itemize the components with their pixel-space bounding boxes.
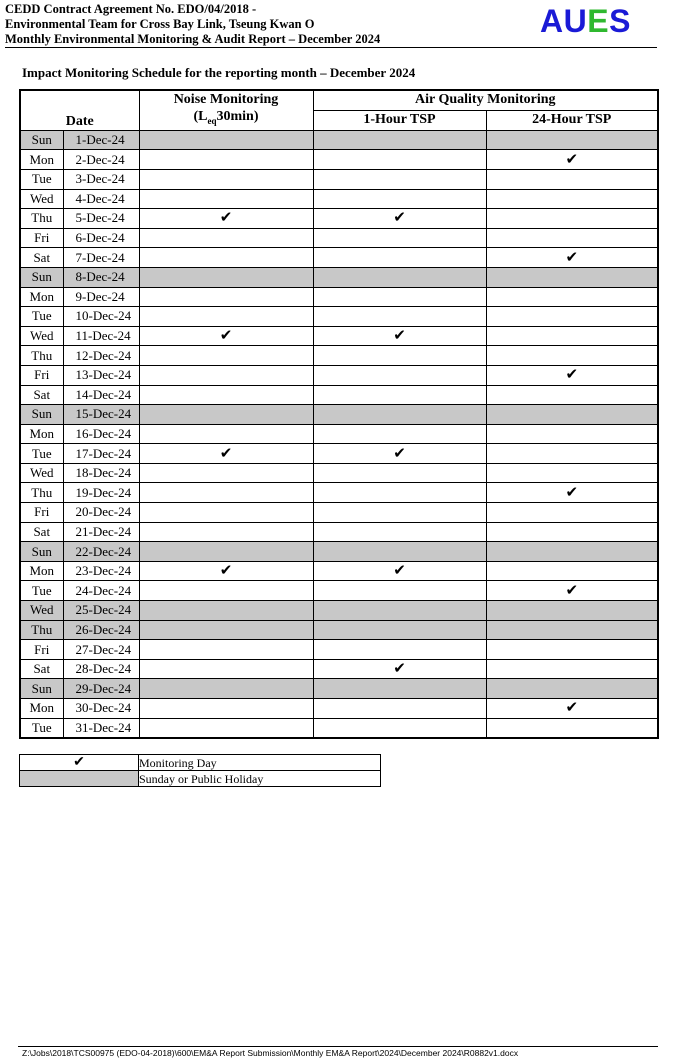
table-row [20, 150, 658, 170]
date-cell: 26-Dec-24 [63, 620, 139, 640]
header-1hour-tsp: 1-Hour TSP [313, 110, 486, 130]
monitoring-schedule-table [19, 89, 659, 739]
tsp1-cell [313, 385, 486, 405]
tsp1-cell [313, 228, 486, 248]
footer-divider [18, 1046, 658, 1047]
noise-cell [139, 601, 313, 621]
noise-cell: ✔ [139, 561, 313, 581]
date-cell: 24-Dec-24 [63, 581, 139, 601]
date-cell: 12-Dec-24 [63, 346, 139, 366]
tsp1-cell [313, 150, 486, 170]
header-date: Date [20, 90, 139, 130]
tsp24-cell [486, 542, 658, 562]
tsp1-cell [313, 581, 486, 601]
date-cell: 29-Dec-24 [63, 679, 139, 699]
table-row [20, 561, 658, 581]
tsp1-cell [313, 267, 486, 287]
tsp24-cell [486, 326, 658, 346]
tsp24-cell [486, 228, 658, 248]
header-air-quality: Air Quality Monitoring [313, 90, 658, 110]
legend-table [19, 754, 381, 787]
header-line-1: CEDD Contract Agreement No. EDO/04/2018 - [5, 2, 257, 16]
tsp24-cell [486, 130, 658, 150]
day-of-week-cell: Sun [20, 542, 63, 562]
tsp1-cell [313, 699, 486, 719]
day-of-week-cell: Mon [20, 150, 63, 170]
tsp24-cell [486, 267, 658, 287]
noise-cell [139, 150, 313, 170]
legend-monitoring-row [20, 755, 381, 771]
day-of-week-cell: Thu [20, 209, 63, 229]
day-of-week-cell: Fri [20, 228, 63, 248]
date-cell: 3-Dec-24 [63, 169, 139, 189]
tsp24-cell [486, 503, 658, 523]
table-row [20, 169, 658, 189]
day-of-week-cell: Sat [20, 385, 63, 405]
table-row [20, 463, 658, 483]
table-row [20, 522, 658, 542]
noise-cell [139, 483, 313, 503]
date-cell: 4-Dec-24 [63, 189, 139, 209]
table-row [20, 267, 658, 287]
date-cell: 18-Dec-24 [63, 463, 139, 483]
date-cell: 6-Dec-24 [63, 228, 139, 248]
tsp24-cell [486, 424, 658, 444]
tsp1-cell [313, 248, 486, 268]
table-row [20, 718, 658, 738]
tsp24-cell [486, 307, 658, 327]
table-row [20, 209, 658, 229]
tsp1-cell [313, 542, 486, 562]
day-of-week-cell: Wed [20, 189, 63, 209]
tsp1-cell [313, 601, 486, 621]
tsp1-cell: ✔ [313, 659, 486, 679]
day-of-week-cell: Thu [20, 483, 63, 503]
day-of-week-cell: Sun [20, 130, 63, 150]
noise-cell [139, 365, 313, 385]
table-row [20, 326, 658, 346]
day-of-week-cell: Wed [20, 326, 63, 346]
tsp24-cell [486, 189, 658, 209]
day-of-week-cell: Wed [20, 463, 63, 483]
table-row [20, 189, 658, 209]
legend-holiday-label: Sunday or Public Holiday [139, 771, 381, 787]
table-row [20, 503, 658, 523]
header-24hour-tsp: 24-Hour TSP [486, 110, 658, 130]
noise-cell [139, 463, 313, 483]
logo-text-green: E [587, 3, 610, 39]
noise-cell [139, 503, 313, 523]
tsp1-cell [313, 718, 486, 738]
noise-cell [139, 424, 313, 444]
date-cell: 21-Dec-24 [63, 522, 139, 542]
noise-cell [139, 542, 313, 562]
table-row [20, 405, 658, 425]
noise-cell [139, 581, 313, 601]
tsp1-cell [313, 503, 486, 523]
date-cell: 20-Dec-24 [63, 503, 139, 523]
day-of-week-cell: Sat [20, 248, 63, 268]
date-cell: 2-Dec-24 [63, 150, 139, 170]
noise-cell [139, 385, 313, 405]
logo-text [540, 3, 631, 39]
report-header [5, 2, 380, 47]
day-of-week-cell: Fri [20, 640, 63, 660]
date-cell: 14-Dec-24 [63, 385, 139, 405]
tsp1-cell [313, 169, 486, 189]
tsp24-cell [486, 385, 658, 405]
tsp1-cell [313, 307, 486, 327]
table-row [20, 581, 658, 601]
noise-cell [139, 130, 313, 150]
day-of-week-cell: Wed [20, 601, 63, 621]
aues-logo [540, 4, 631, 38]
noise-cell [139, 189, 313, 209]
day-of-week-cell: Tue [20, 307, 63, 327]
legend-check-icon: ✔ [20, 755, 139, 771]
day-of-week-cell: Fri [20, 365, 63, 385]
noise-cell [139, 640, 313, 660]
noise-cell [139, 307, 313, 327]
day-of-week-cell: Sun [20, 679, 63, 699]
day-of-week-cell: Tue [20, 718, 63, 738]
legend-holiday-row [20, 771, 381, 787]
date-cell: 8-Dec-24 [63, 267, 139, 287]
day-of-week-cell: Thu [20, 346, 63, 366]
table-row [20, 483, 658, 503]
table-row [20, 248, 658, 268]
noise-cell [139, 248, 313, 268]
header-divider [5, 47, 657, 48]
date-cell: 22-Dec-24 [63, 542, 139, 562]
header-line-3: Monthly Environmental Monitoring & Audit Report – December 2024 [5, 32, 381, 46]
date-cell: 23-Dec-24 [63, 561, 139, 581]
tsp24-cell: ✔ [486, 150, 658, 170]
date-cell: 9-Dec-24 [63, 287, 139, 307]
day-of-week-cell: Fri [20, 503, 63, 523]
table-row [20, 307, 658, 327]
date-cell: 19-Dec-24 [63, 483, 139, 503]
tsp24-cell [486, 444, 658, 464]
table-row [20, 679, 658, 699]
tsp1-cell: ✔ [313, 561, 486, 581]
table-row [20, 228, 658, 248]
day-of-week-cell: Mon [20, 287, 63, 307]
table-row [20, 659, 658, 679]
tsp1-cell [313, 287, 486, 307]
noise-cell [139, 228, 313, 248]
table-row [20, 640, 658, 660]
tsp24-cell [486, 679, 658, 699]
date-cell: 25-Dec-24 [63, 601, 139, 621]
tsp1-cell [313, 424, 486, 444]
tsp1-cell [313, 640, 486, 660]
day-of-week-cell: Sat [20, 522, 63, 542]
date-cell: 16-Dec-24 [63, 424, 139, 444]
date-cell: 15-Dec-24 [63, 405, 139, 425]
day-of-week-cell: Tue [20, 169, 63, 189]
tsp24-cell: ✔ [486, 581, 658, 601]
date-cell: 13-Dec-24 [63, 365, 139, 385]
table-row [20, 385, 658, 405]
day-of-week-cell: Tue [20, 444, 63, 464]
noise-cell [139, 267, 313, 287]
noise-cell [139, 620, 313, 640]
noise-cell: ✔ [139, 444, 313, 464]
tsp24-cell [486, 718, 658, 738]
date-cell: 5-Dec-24 [63, 209, 139, 229]
tsp24-cell [486, 287, 658, 307]
tsp24-cell [486, 405, 658, 425]
tsp24-cell [486, 209, 658, 229]
table-row [20, 601, 658, 621]
tsp24-cell [486, 620, 658, 640]
noise-cell [139, 718, 313, 738]
schedule-body [20, 130, 658, 738]
tsp1-cell [313, 483, 486, 503]
table-row [20, 365, 658, 385]
tsp1-cell: ✔ [313, 444, 486, 464]
table-row [20, 620, 658, 640]
noise-cell [139, 169, 313, 189]
tsp1-cell [313, 346, 486, 366]
day-of-week-cell: Mon [20, 424, 63, 444]
tsp24-cell [486, 640, 658, 660]
noise-cell: ✔ [139, 326, 313, 346]
noise-cell [139, 699, 313, 719]
day-of-week-cell: Sun [20, 405, 63, 425]
noise-cell [139, 346, 313, 366]
table-row [20, 287, 658, 307]
tsp24-cell [486, 463, 658, 483]
tsp1-cell [313, 189, 486, 209]
tsp1-cell [313, 679, 486, 699]
tsp24-cell [486, 522, 658, 542]
tsp1-cell [313, 522, 486, 542]
header-noise: Noise Monitoring $(L_{eq}30\min)$ [139, 90, 313, 130]
date-cell: 30-Dec-24 [63, 699, 139, 719]
legend-monitoring-label: Monitoring Day [139, 755, 381, 771]
tsp1-cell [313, 130, 486, 150]
day-of-week-cell: Mon [20, 561, 63, 581]
tsp1-cell [313, 463, 486, 483]
day-of-week-cell: Thu [20, 620, 63, 640]
table-row [20, 346, 658, 366]
tsp1-cell [313, 405, 486, 425]
table-row [20, 444, 658, 464]
tsp1-cell [313, 365, 486, 385]
day-of-week-cell: Tue [20, 581, 63, 601]
noise-cell [139, 287, 313, 307]
date-cell: 27-Dec-24 [63, 640, 139, 660]
logo-text-tail: S [609, 3, 631, 39]
table-row [20, 542, 658, 562]
date-cell: 17-Dec-24 [63, 444, 139, 464]
tsp1-cell: ✔ [313, 209, 486, 229]
date-cell: 10-Dec-24 [63, 307, 139, 327]
noise-cell: ✔ [139, 209, 313, 229]
table-row [20, 424, 658, 444]
tsp24-cell [486, 601, 658, 621]
noise-cell [139, 679, 313, 699]
noise-sub-label: $(L_{eq}30\min)$ [193, 109, 259, 126]
day-of-week-cell: Mon [20, 699, 63, 719]
noise-cell [139, 522, 313, 542]
logo-text-blue: AU [540, 3, 588, 39]
tsp24-cell: ✔ [486, 483, 658, 503]
day-of-week-cell: Sat [20, 659, 63, 679]
tsp1-cell [313, 620, 486, 640]
tsp24-cell [486, 169, 658, 189]
tsp24-cell: ✔ [486, 699, 658, 719]
file-path-footer: Z:\Jobs\2018\TCS00975 (EDO-04-2018)\600\EM&A Report Submission\Monthly EM&A Report\2024\December 2024\R0882v1.docx [22, 1048, 519, 1058]
tsp24-cell [486, 346, 658, 366]
noise-cell [139, 405, 313, 425]
date-cell: 11-Dec-24 [63, 326, 139, 346]
date-cell: 1-Dec-24 [63, 130, 139, 150]
legend-holiday-swatch [20, 771, 139, 787]
date-cell: 31-Dec-24 [63, 718, 139, 738]
tsp1-cell: ✔ [313, 326, 486, 346]
tsp24-cell: ✔ [486, 365, 658, 385]
table-caption: Impact Monitoring Schedule for the reporting month – December 2024 [22, 65, 416, 80]
table-row [20, 699, 658, 719]
date-cell: 7-Dec-24 [63, 248, 139, 268]
header-line-2: Environmental Team for Cross Bay Link, Tseung Kwan O [5, 17, 315, 31]
date-cell: 28-Dec-24 [63, 659, 139, 679]
noise-cell [139, 659, 313, 679]
table-row [20, 130, 658, 150]
tsp24-cell: ✔ [486, 248, 658, 268]
day-of-week-cell: Sun [20, 267, 63, 287]
tsp24-cell [486, 561, 658, 581]
tsp24-cell [486, 659, 658, 679]
